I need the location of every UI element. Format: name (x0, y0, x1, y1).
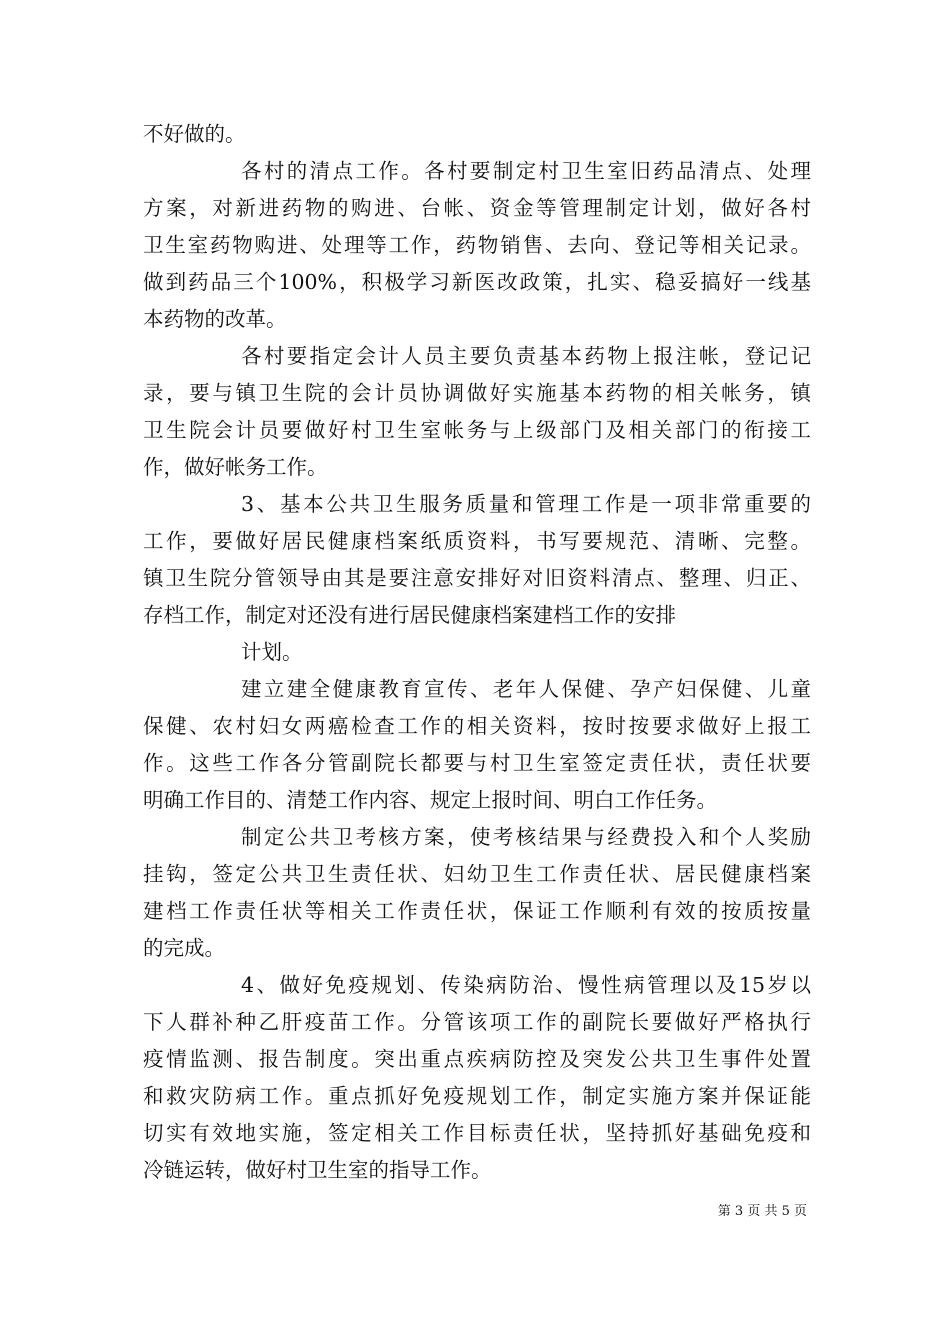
text-line: 建立建全健康教育宣传、老年人保健、孕产妇保健、儿童 (241, 677, 811, 701)
text-line: 存档工作，制定对还没有进行居民健康档案建档工作的安排 (143, 603, 676, 627)
text-line: 镇卫生院分管领导由其是要注意安排好对旧资料清点、整理、归正、 (143, 566, 811, 590)
text-line: 各村的清点工作。各村要制定村卫生室旧药品清点、处理 (241, 159, 811, 183)
text-line: 下人群补种乙肝疫苗工作。分管该项工作的副院长要做好严格执行 (143, 1010, 811, 1034)
text-line: 切实有效地实施，签定相关工作目标责任状，坚持抓好基础免疫和 (143, 1121, 811, 1145)
text-line: 冷链运转，做好村卫生室的指导工作。 (143, 1158, 492, 1182)
text-line: 不好做的。 (143, 122, 246, 146)
text-line: 作，做好帐务工作。 (143, 455, 328, 479)
text-line: 计划。 (241, 640, 303, 664)
text-line: 3、基本公共卫生服务质量和管理工作是一项非常重要的 (241, 492, 811, 516)
text-line: 挂钩，签定公共卫生责任状、妇幼卫生工作责任状、居民健康档案 (143, 862, 811, 886)
text-line: 和救灾防病工作。重点抓好免疫规划工作，制定实施方案并保证能 (143, 1084, 811, 1108)
text-line: 疫情监测、报告制度。突出重点疾病防控及突发公共卫生事件处置 (143, 1047, 811, 1071)
document-body (143, 116, 811, 1189)
text-line: 卫生院会计员要做好村卫生室帐务与上级部门及相关部门的衔接工 (143, 418, 811, 442)
text-line: 4、做好免疫规划、传染病防治、慢性病管理以及15岁以 (241, 973, 811, 997)
text-line: 工作，要做好居民健康档案纸质资料，书写要规范、清晰、完整。 (143, 529, 811, 553)
text-line: 的完成。 (143, 936, 225, 960)
text-line: 保健、农村妇女两癌检查工作的相关资料，按时按要求做好上报工 (143, 714, 811, 738)
text-line: 制定公共卫考核方案，使考核结果与经费投入和个人奖励 (241, 825, 811, 849)
page-number-footer: 第 3 页 共 5 页 (717, 1204, 807, 1219)
text-line: 方案，对新进药物的购进、台帐、资金等管理制定计划，做好各村 (143, 196, 811, 220)
text-line: 本药物的改革。 (143, 307, 287, 331)
text-line: 各村要指定会计人员主要负责基本药物上报注帐，登记记 (241, 344, 811, 368)
text-line: 建档工作责任状等相关工作责任状，保证工作顺利有效的按质按量 (143, 899, 811, 923)
text-line: 录，要与镇卫生院的会计员协调做好实施基本药物的相关帐务，镇 (143, 381, 811, 405)
text-line: 卫生室药物购进、处理等工作，药物销售、去向、登记等相关记录。 (143, 233, 811, 257)
text-line: 作。这些工作各分管副院长都要与村卫生室签定责任状，责任状要 (143, 751, 811, 775)
text-line: 做到药品三个100%，积极学习新医改政策，扎实、稳妥搞好一线基 (143, 270, 811, 294)
text-line: 明确工作目的、清楚工作内容、规定上报时间、明白工作任务。 (143, 788, 717, 812)
